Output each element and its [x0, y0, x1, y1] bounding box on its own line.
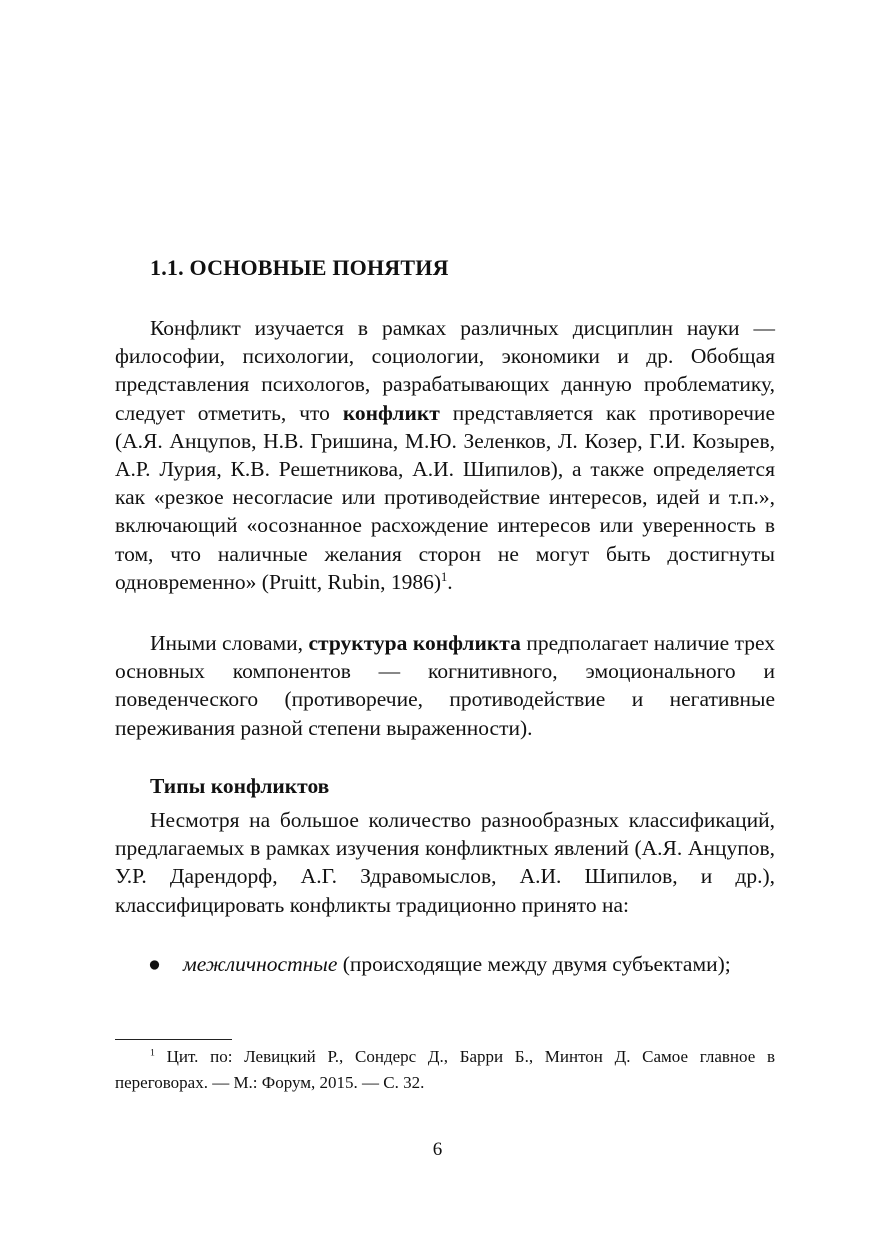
bullet-icon: ● — [148, 952, 161, 976]
list-item-term: межличностные — [183, 952, 338, 976]
text-run: Иными словами, — [150, 631, 309, 655]
paragraph-structure — [115, 629, 775, 742]
list-item-text: (происходящие между двумя субъектами); — [337, 952, 731, 976]
section-heading: 1.1. ОСНОВНЫЕ ПОНЯТИЯ — [150, 255, 449, 280]
footnote-marker: 1 — [150, 1047, 155, 1059]
paragraph-types — [115, 806, 775, 919]
text-run: Конфликт изучается в рамках различных дисциплин науки — философии, психологии, социологии, экономики и др. Обобщая представления психологов, разрабатывающих данную проблематику, следует отметить, что — [115, 316, 775, 425]
conflict-types-list — [115, 950, 775, 978]
text-run: Несмотря на большое количество разнообразных классификаций, предлагаемых в рамках изучения конфликтных явлений (А.Я. Анцупов, У.Р. Дарендорф, А.Г. Здравомыслов, А.И. Шипилов, и др.), классифицировать конфликты традиционно принято на: — [115, 808, 775, 917]
text-run: представляется как противоречие (А.Я. Анцупов, Н.В. Гришина, М.Ю. Зеленков, Л. Козер, Г.И. Козырев, А.Р. Лурия, К.В. Решетникова, А.И. Шипилов), а также определяется как «резкое несогласие или противодействие интересов, идей и т.п.», включающий «осознанное расхождение интересов или уверенность в том, что наличные желания сторон не могут быть достигнуты одновременно» (Pruitt, Rubin, 1986) — [115, 400, 775, 594]
footnote-text: Цит. по: Левицкий Р., Сондерс Д., Барри Б., Минтон Д. Самое главное в переговорах. — М.: Форум, 2015. — С. 32. — [115, 1047, 775, 1092]
term-conflict: конфликт — [342, 400, 440, 425]
paragraph-definition — [115, 314, 775, 596]
text-run: . — [447, 569, 453, 594]
term-structure: структура конфликта — [308, 631, 521, 655]
footnote-divider — [115, 1039, 232, 1040]
list-item — [115, 950, 775, 978]
page-number: 6 — [432, 1139, 443, 1160]
subsection-heading: Типы конфликтов — [150, 774, 330, 798]
footnote — [115, 1044, 775, 1096]
text-run: предполагает наличие трех основных компонентов — когнитивного, эмоционального и поведенческого (противоречие, противодействие и негативные переживания разной степени выраженности). — [115, 631, 776, 740]
footnote-reference[interactable]: 1 — [440, 569, 448, 584]
